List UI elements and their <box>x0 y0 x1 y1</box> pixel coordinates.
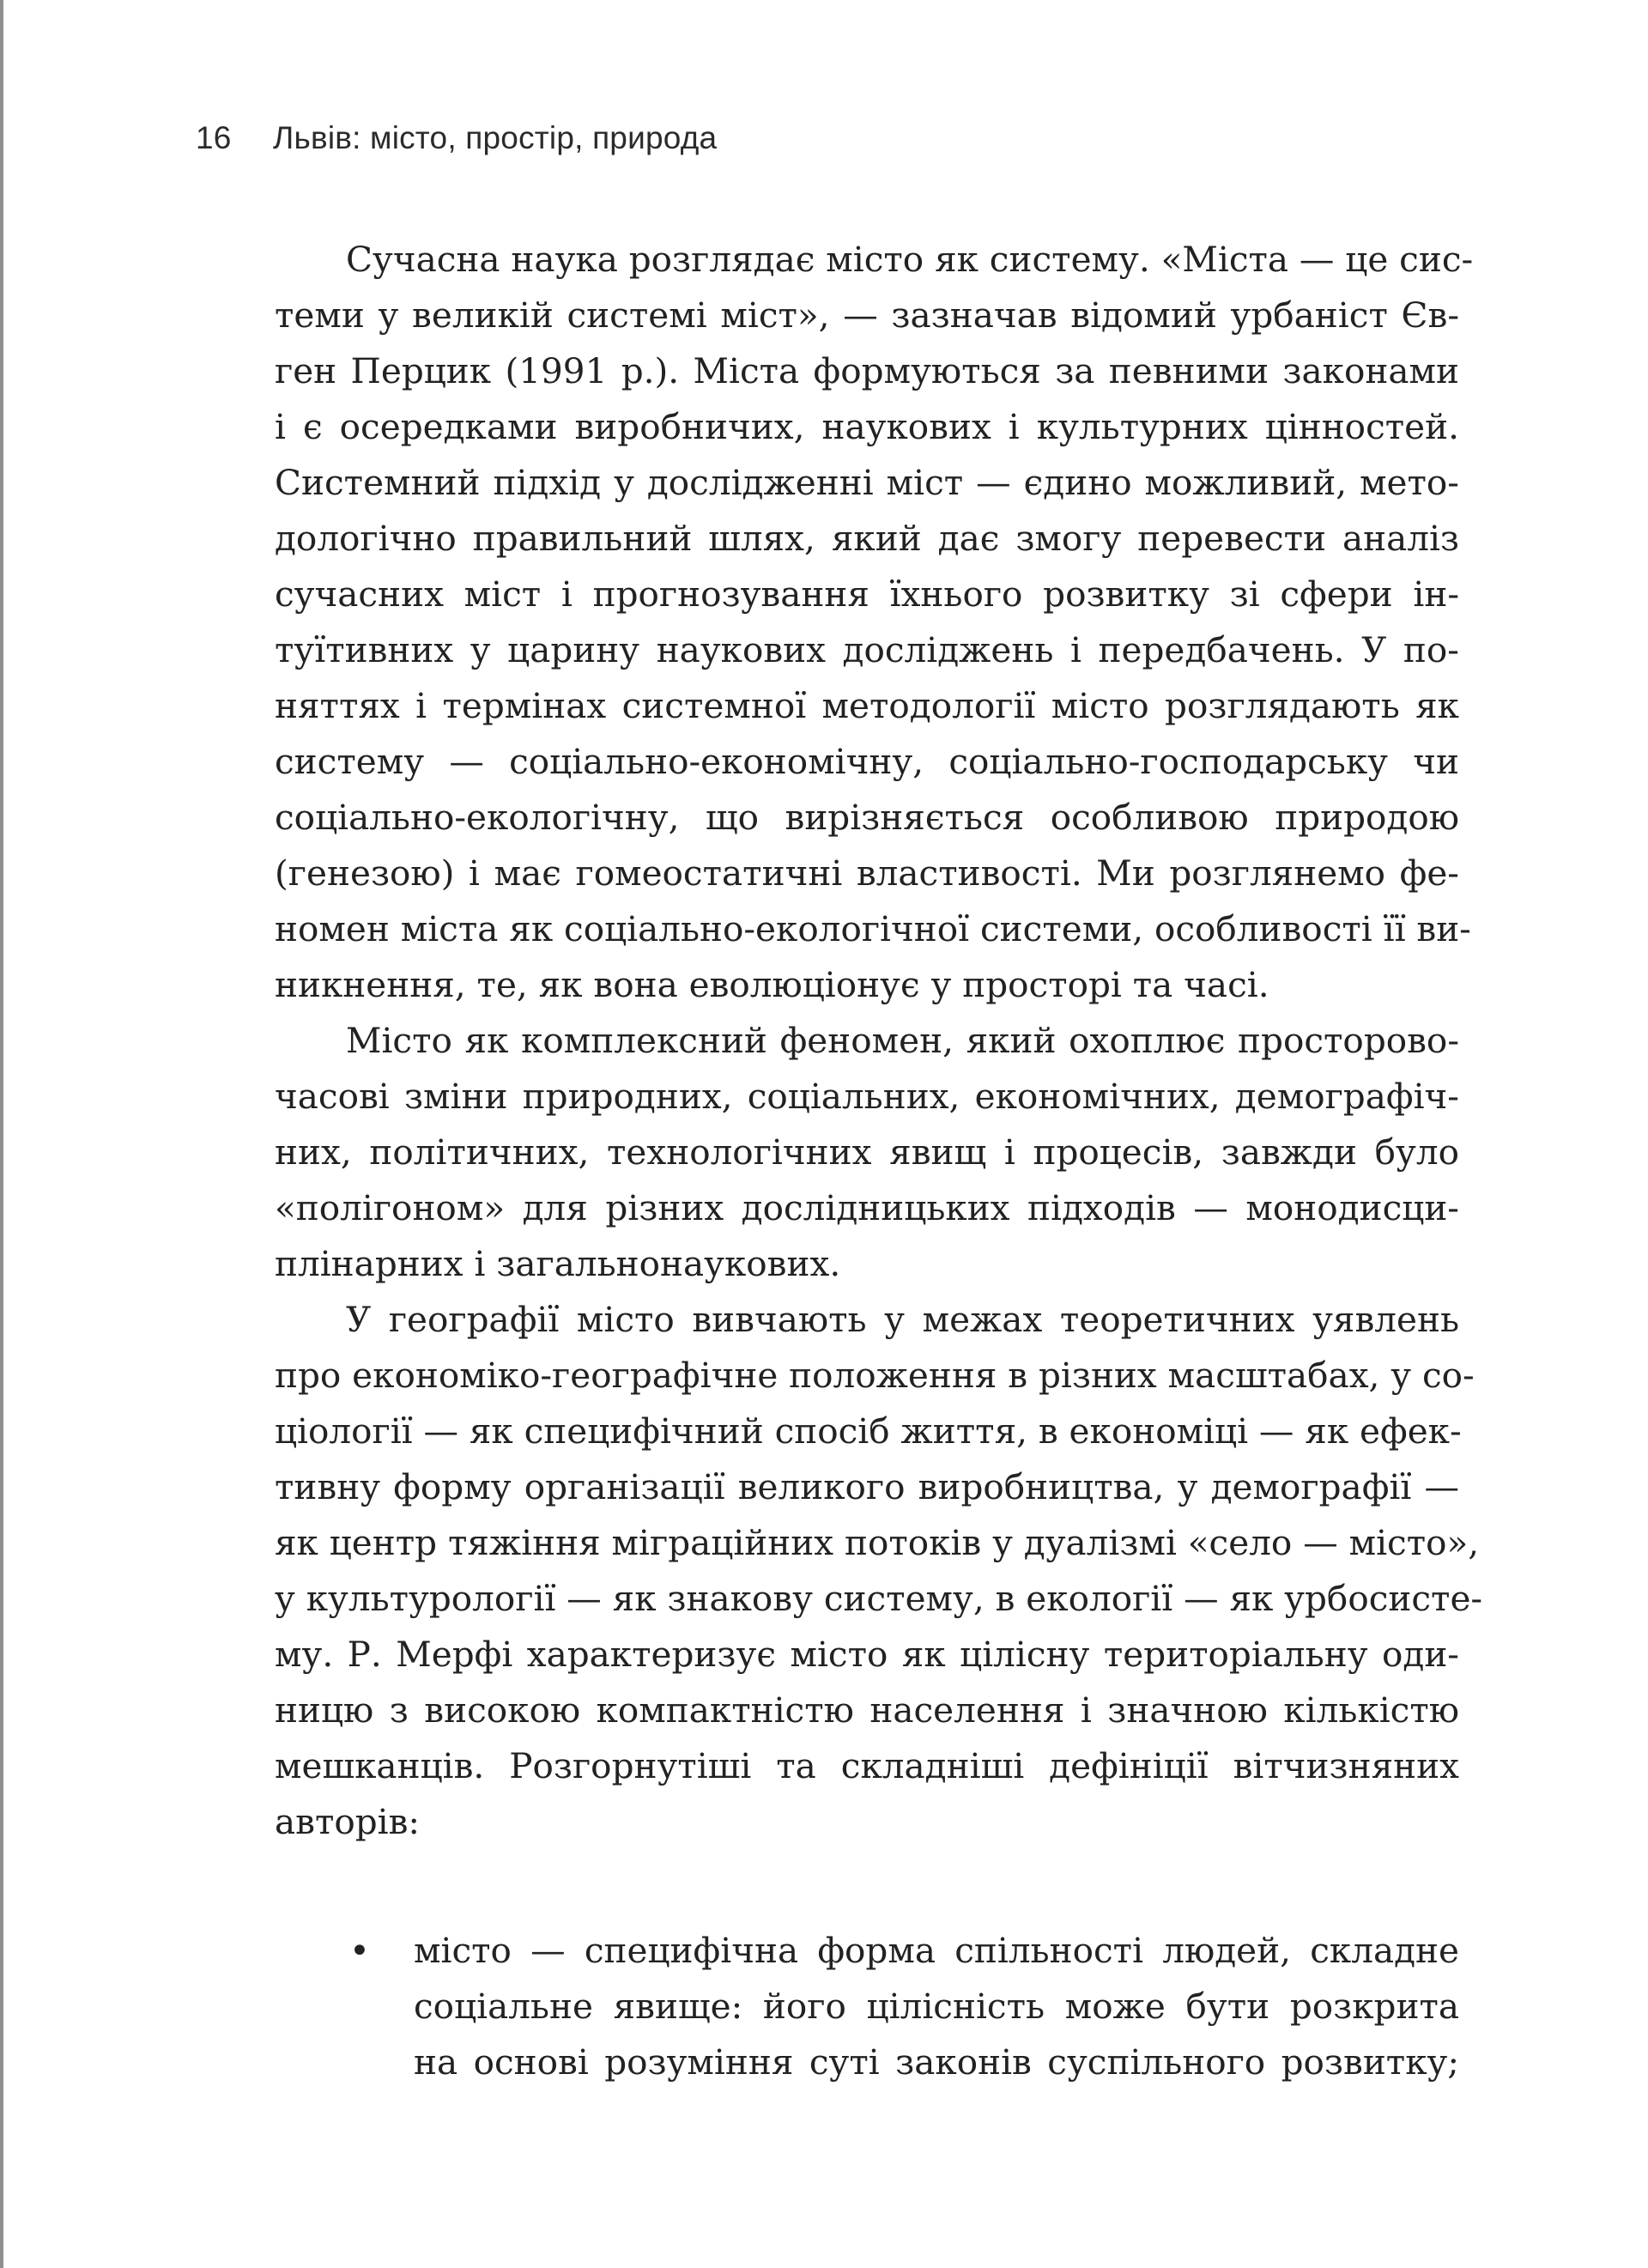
text-line: «полігоном» для різних дослідницьких підходів — монодисци- <box>275 1187 1459 1228</box>
text-line: Місто як комплексний феномен, який охоплює просторово- <box>346 1020 1459 1061</box>
paragraph <box>275 1292 1483 1850</box>
paragraph <box>275 232 1474 1013</box>
list-item-line: соціальне явище: його цілісність може бути розкрита <box>414 1986 1459 2027</box>
text-line: у культурології — як знакову систему, в екології — як урбосисте- <box>275 1578 1483 1619</box>
list-item-line: на основі розуміння суті законів суспільного розвитку; <box>414 2041 1459 2083</box>
text-line: ницю з високою компактністю населення і значною кількістю <box>275 1689 1459 1731</box>
paragraph <box>275 1013 1459 1292</box>
running-head <box>196 120 717 156</box>
text-line: Системний підхід у дослідженні міст — єдино можливий, мето- <box>275 462 1459 503</box>
list-item <box>275 1923 1459 2090</box>
text-line: мешканців. Розгорнутіші та складніші дефініції вітчизняних <box>275 1745 1459 1786</box>
text-line: ціології — як специфічний спосіб життя, в економіці — як ефек- <box>275 1410 1462 1452</box>
text-line: туїтивних у царину наукових досліджень і передбачень. У по- <box>275 629 1459 670</box>
text-line: никнення, те, як вона еволюціонує у просторі та часі. <box>275 964 1269 1005</box>
text-line: ген Перцик (1991 р.). Міста формуються за певними законами <box>275 350 1459 391</box>
text-line: сучасних міст і прогнозування їхнього розвитку зі сфери ін- <box>275 573 1459 615</box>
text-line: тивну форму організації великого виробництва, у демографії — <box>275 1466 1459 1507</box>
text-line: номен міста як соціально-екологічної системи, особливості її ви- <box>275 908 1471 949</box>
text-line: му. Р. Мерфі характеризує місто як цілісну територіальну оди- <box>275 1634 1459 1675</box>
text-line: теми у великій системі міст», — зазначав відомий урбаніст Єв- <box>275 294 1459 336</box>
text-line: них, політичних, технологічних явищ і процесів, завжди було <box>275 1131 1459 1173</box>
page-left-edge <box>0 0 3 2268</box>
text-line: систему — соціально-економічну, соціально-господарську чи <box>275 741 1459 782</box>
text-line: плінарних і загальнонаукових. <box>275 1243 841 1284</box>
list-item-line: місто — специфічна форма спільності людей, складне <box>414 1930 1459 1971</box>
page-number: 16 <box>196 120 232 155</box>
book-title: Львів: місто, простір, природа <box>273 120 718 155</box>
text-line: няттях і термінах системної методології місто розглядають як <box>275 685 1459 726</box>
text-line: соціально-екологічну, що вирізняється особливою природою <box>275 797 1459 838</box>
text-line: (генезою) і має гомеостатичні властивості. Ми розглянемо фе- <box>275 852 1459 894</box>
body-text <box>275 232 1483 1850</box>
text-line: дологічно правильний шлях, який дає змогу перевести аналіз <box>275 518 1459 559</box>
text-line: часові зміни природних, соціальних, економічних, демографіч- <box>275 1076 1459 1117</box>
text-line: авторів: <box>275 1801 421 1842</box>
text-line: і є осередками виробничих, наукових і культурних цінностей. <box>275 406 1459 447</box>
text-line: Сучасна наука розглядає місто як систему. «Міста — це сис- <box>346 239 1474 280</box>
text-line: як центр тяжіння міграційних потоків у дуалізмі «село — місто», <box>275 1522 1480 1563</box>
definition-list <box>275 1923 1459 2090</box>
text-line: про економіко-географічне положення в різних масштабах, у со- <box>275 1355 1475 1396</box>
bullet-icon: • <box>349 1930 370 1971</box>
text-line: У географії місто вивчають у межах теоретичних уявлень <box>346 1299 1459 1340</box>
